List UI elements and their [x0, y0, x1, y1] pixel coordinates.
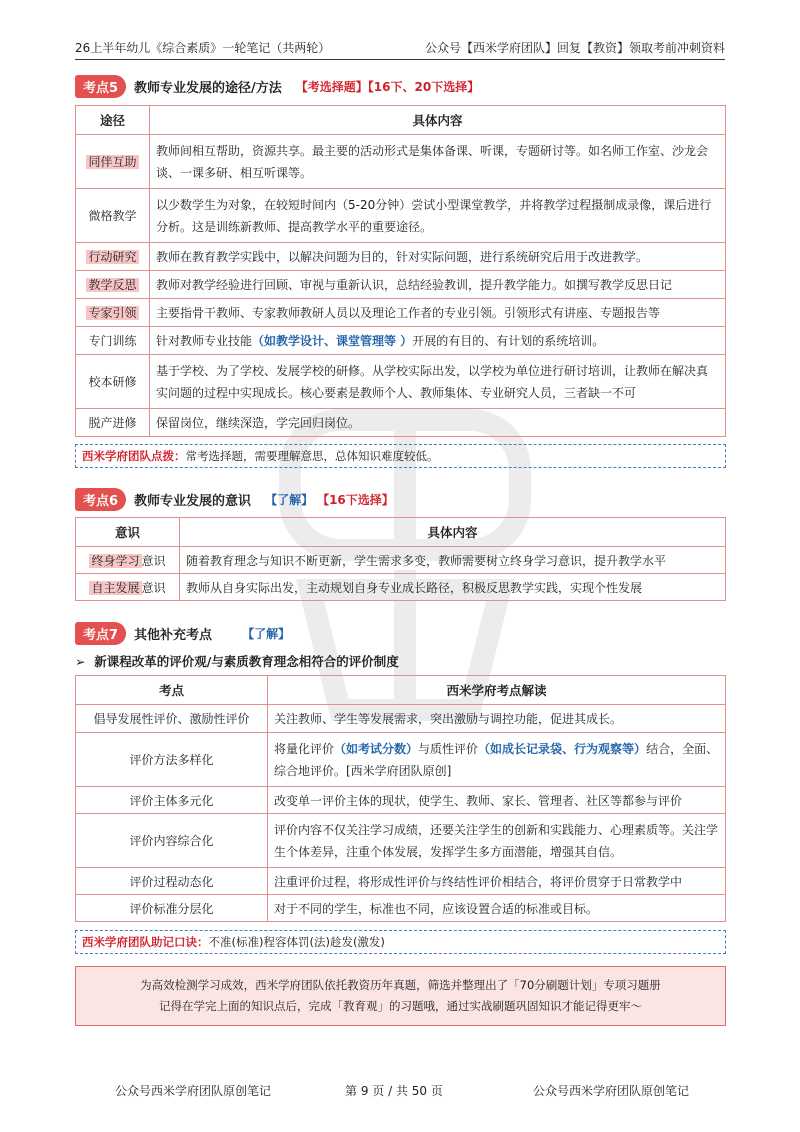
name-suffix: 意识 [141, 580, 166, 595]
note-label: 西米学府团队点拨： [82, 449, 186, 463]
footer-left: 公众号西米学府团队原创笔记 [115, 1084, 272, 1098]
awareness-name [76, 574, 180, 601]
path-name: 同伴互助 [88, 155, 137, 169]
name-suffix: 意识 [141, 553, 166, 568]
section6-badge: 考点6 [75, 488, 126, 511]
example-text: （如考试分数） [334, 741, 419, 756]
content-text: 结合，全面、综合地评价。[西米学府团队原创] [274, 741, 719, 778]
table-row [76, 189, 726, 243]
table-row [76, 814, 726, 868]
table-header-row [76, 106, 726, 135]
path-content: 教师对教学经验进行回顾、审视与重新认识，总结经验教训，提升教学能力。如撰写教学反思日记 [150, 271, 726, 299]
table-row [76, 299, 726, 327]
content-text: 与质性评价 [418, 741, 479, 756]
header-left: 26上半年幼儿《综合素质》一轮笔记（共两轮） [75, 41, 331, 55]
table-row [76, 787, 726, 814]
table-header-row [76, 676, 726, 705]
section6-tag: 【16下选择】 [317, 493, 394, 507]
section5-heading: 教师专业发展的途径/方法 [134, 81, 282, 96]
promo-line: 为高效检测学习成效，西米学府团队依托教资历年真题，筛选并整理出了「70分刷题计划」专项习题册 [140, 978, 661, 992]
table-row [76, 547, 726, 574]
note-text: 常考选择题，需要理解意思，总体知识难度较低。 [185, 449, 439, 463]
table-row [76, 868, 726, 895]
section7-note [75, 930, 726, 954]
path-content: 教师在教育教学实践中，以解决问题为目的，针对实际问题，进行系统研究后用于改进教学。 [150, 243, 726, 271]
path-name: 专家引领 [88, 306, 137, 320]
point-name: 评价过程动态化 [76, 868, 268, 895]
path-content: 保留岗位，继续深造，学完回归岗位。 [150, 409, 726, 437]
section5-table [75, 105, 726, 437]
point-name: 评价主体多元化 [76, 787, 268, 814]
promo-box [75, 966, 726, 1026]
bullet-arrow-icon: ➢ [75, 654, 95, 669]
point-content: 注重评价过程，将形成性评价与终结性评价相结合，将评价贯穿于日常教学中 [268, 868, 726, 895]
table-row [76, 574, 726, 601]
section7-badge: 考点7 [75, 622, 126, 645]
table-row [76, 733, 726, 787]
section6-heading: 教师专业发展的意识 [134, 494, 252, 509]
point-name: 评价标准分层化 [76, 895, 268, 922]
content-text: 针对教师专业技能 [156, 334, 253, 348]
example-text: （如教学设计、课堂管理等 ） [252, 334, 413, 348]
path-content: 教师间相互帮助，资源共享。最主要的活动形式是集体备课、听课，专题研讨等。如名师工作室、沙龙会谈、一课多研、相互听课等。 [150, 135, 726, 189]
section7-heading: 其他补充考点 [134, 628, 213, 643]
column-header: 途径 [76, 106, 150, 135]
path-content: 基于学校、为了学校、发展学校的研修。从学校实际出发，以学校为单位进行研讨培训，让教师在解决真实问题的过程中实现成长。核心要素是教师个人、教师集体、专业研究人员，三者缺一不可 [150, 355, 726, 409]
content-text: 开展的有目的、有计划的系统培训。 [412, 334, 605, 348]
path-name: 微格教学 [76, 189, 150, 243]
table-row [76, 355, 726, 409]
promo-line: 记得在学完上面的知识点后，完成「教育观」的习题哦，通过实战刷题巩固知识才能记得更牢～ [159, 999, 642, 1013]
point-content: 关注教师、学生等发展需求，突出激励与调控功能，促进其成长。 [268, 705, 726, 733]
section7-tag: 【了解】 [242, 627, 291, 641]
path-name: 校本研修 [76, 355, 150, 409]
table-row [76, 705, 726, 733]
content-text: 将量化评价 [274, 741, 335, 756]
awareness-name [76, 547, 180, 574]
section5-title [75, 75, 479, 98]
page-number: 第 9 页 / 共 50 页 [345, 1084, 443, 1098]
section5-tag: 【考选择题】【16下、20下选择】 [295, 80, 480, 94]
point-content: 改变单一评价主体的现状，使学生、教师、家长、管理者、社区等都参与评价 [268, 787, 726, 814]
path-name: 专门训练 [76, 327, 150, 355]
section7-bullet [75, 652, 399, 670]
section5-badge: 考点5 [75, 75, 126, 98]
section7-title [75, 622, 290, 645]
column-header: 意识 [76, 518, 180, 547]
note-text: 不准(标准)程容体罚(法)趁发(激发) [208, 935, 385, 949]
section7-table [75, 675, 726, 922]
highlight-text: 自主发展 [91, 580, 140, 595]
path-name: 行动研究 [88, 250, 137, 264]
example-text: （如成长记录袋、行为观察等） [478, 741, 647, 756]
bullet-text: 新课程改革的评价观/与素质教育理念相符合的评价制度 [94, 654, 399, 669]
path-content: 以少数学生为对象，在较短时间内（5-20分钟）尝试小型课堂教学，并将教学过程摄制成录像，课后进行分析。这是训练新教师、提高教学水平的重要途径。 [150, 189, 726, 243]
point-content [268, 733, 726, 787]
table-row [76, 271, 726, 299]
column-header: 具体内容 [150, 106, 726, 135]
table-row [76, 243, 726, 271]
table-row [76, 135, 726, 189]
column-header: 西米学府考点解读 [268, 676, 726, 705]
point-name: 评价内容综合化 [76, 814, 268, 868]
section6-table [75, 517, 726, 601]
note-label: 西米学府团队助记口诀： [82, 935, 209, 949]
section5-note [75, 444, 726, 468]
column-header: 具体内容 [180, 518, 726, 547]
table-header-row [76, 518, 726, 547]
point-content: 对于不同的学生，标准也不同，应该设置合适的标准或目标。 [268, 895, 726, 922]
page-header [75, 36, 725, 60]
awareness-content: 教师从自身实际出发，主动规划自身专业成长路径，积极反思教学实践，实现个性发展 [180, 574, 726, 601]
table-row [76, 895, 726, 922]
path-content: 主要指骨干教师、专家教师教研人员以及理论工作者的专业引领。引领形式有讲座、专题报告等 [150, 299, 726, 327]
table-row [76, 327, 726, 355]
table-row [76, 409, 726, 437]
path-name: 教学反思 [88, 278, 137, 292]
point-content: 评价内容不仅关注学习成绩，还要关注学生的创新和实践能力、心理素质等。关注学生个体差异，注重个体发展，发挥学生多方面潜能，增强其自信。 [268, 814, 726, 868]
path-name: 脱产进修 [76, 409, 150, 437]
path-content [150, 327, 726, 355]
column-header: 考点 [76, 676, 268, 705]
footer-right: 公众号西米学府团队原创笔记 [533, 1084, 690, 1098]
header-right: 公众号【西米学府团队】回复【教资】领取考前冲刺资料 [424, 41, 725, 55]
section6-title [75, 488, 394, 511]
highlight-text: 终身学习 [91, 553, 140, 568]
point-name: 倡导发展性评价、激励性评价 [76, 705, 268, 733]
section6-tag-learn: 【了解】 [265, 493, 314, 507]
awareness-content: 随着教育理念与知识不断更新，学生需求多变，教师需要树立终身学习意识，提升教学水平 [180, 547, 726, 574]
point-name: 评价方法多样化 [76, 733, 268, 787]
